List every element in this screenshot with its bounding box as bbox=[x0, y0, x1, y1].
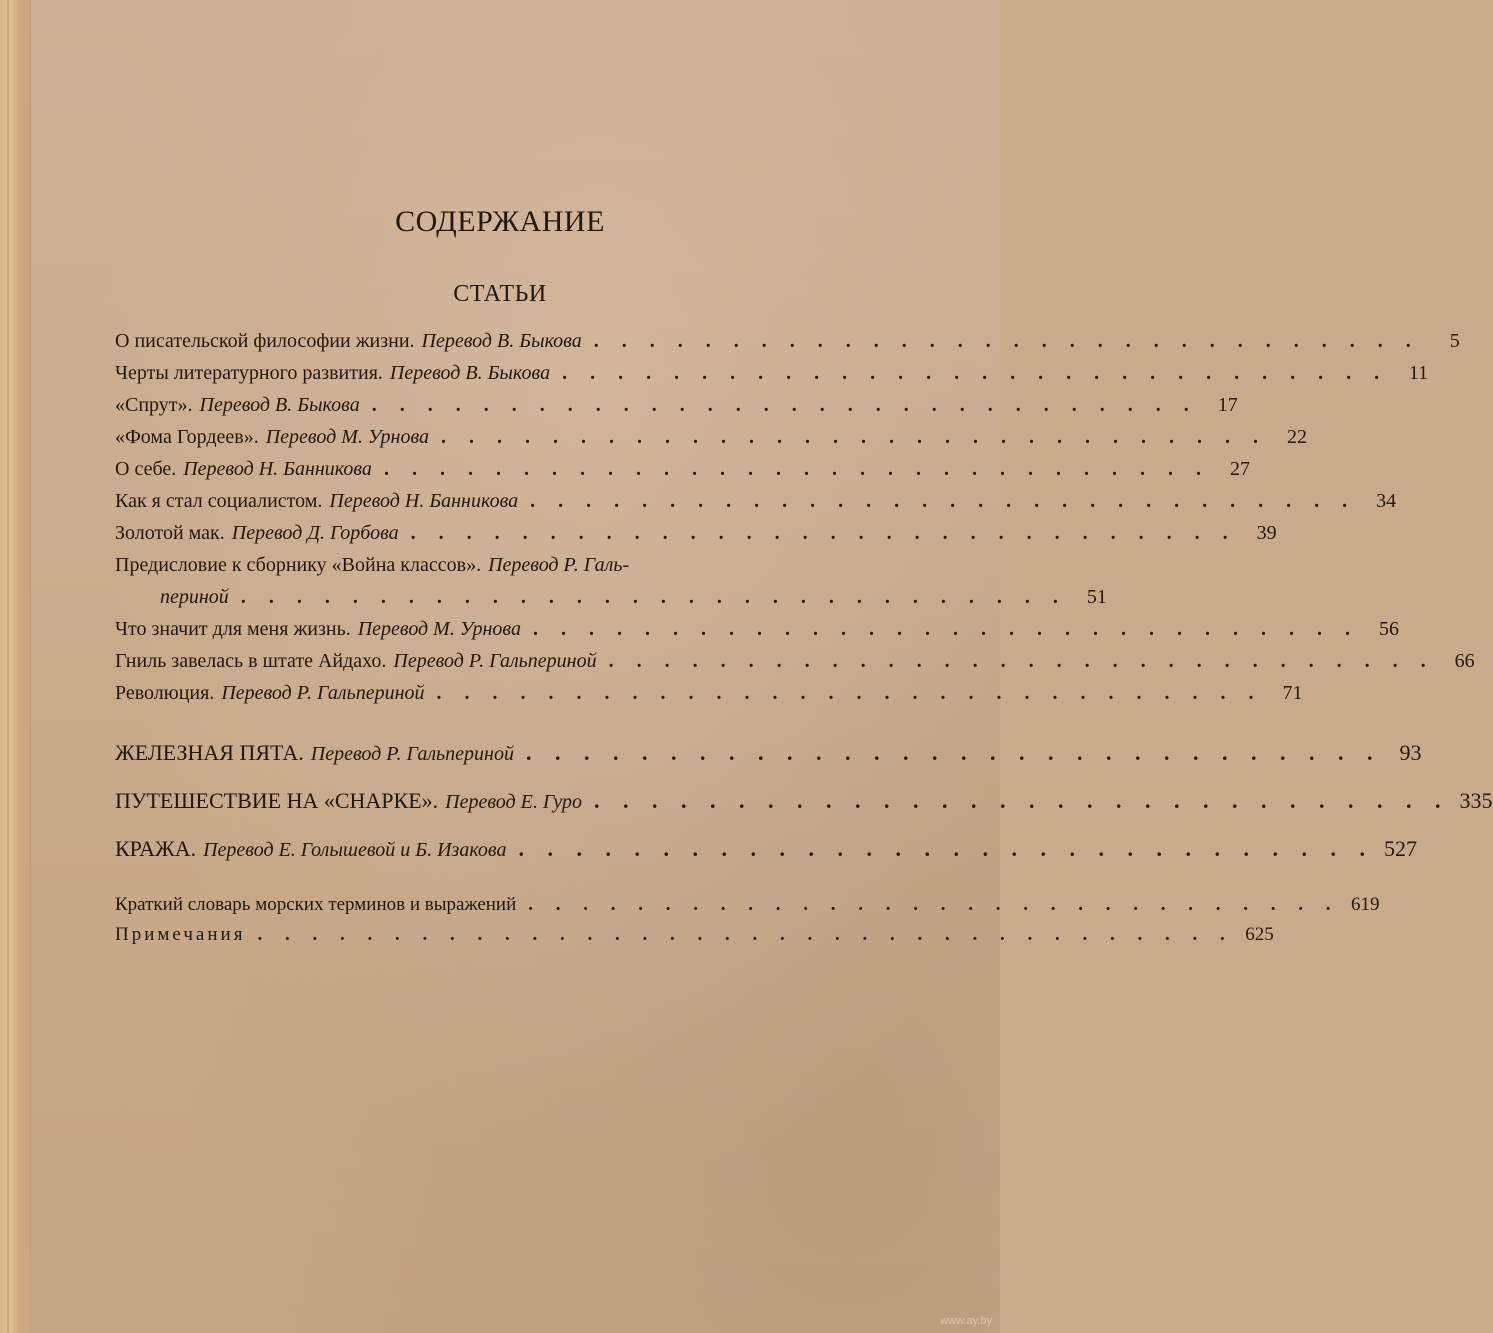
entry-translator: Перевод Р. Гальпериной bbox=[221, 682, 425, 704]
entry-page: 527 bbox=[1383, 836, 1417, 861]
entry-page: 619 bbox=[1351, 894, 1380, 915]
entry-title: О писательской философии жизни. bbox=[115, 330, 415, 352]
toc-entry-work[interactable] bbox=[115, 737, 1422, 769]
entry-page: 93 bbox=[1399, 740, 1422, 765]
entry-translator: Перевод Р. Галь- bbox=[488, 554, 630, 576]
entry-title: Предисловие к сборнику «Война классов». bbox=[115, 554, 482, 576]
entry-translator: Перевод Р. Гальпериной bbox=[393, 650, 597, 672]
entry-title: «Спрут». bbox=[115, 394, 193, 416]
toc-entry[interactable] bbox=[115, 645, 1475, 677]
entry-translator: Перевод В. Быкова bbox=[389, 362, 551, 384]
leader-dots: . . . . . . . . . . . . . . . . . . . . . . . . . . . . . . . . . . . . bbox=[257, 924, 1234, 945]
toc-entry[interactable] bbox=[115, 389, 1238, 421]
entry-translator: Перевод М. Урнова bbox=[265, 426, 429, 448]
toc-entry[interactable] bbox=[115, 549, 896, 581]
toc-articles bbox=[115, 325, 1475, 709]
entry-title: Гниль завелась в штате Айдахо. bbox=[115, 650, 387, 672]
leader-dots: . . . . . . . . . . . . . . . . . . . . . . . . . . . . . . bbox=[532, 618, 1359, 640]
toc-entry[interactable] bbox=[115, 453, 1250, 485]
entry-title: КРАЖА. bbox=[115, 836, 197, 861]
leader-dots: . . . . . . . . . . . . . . . . . . . . . . . . . . . . . . bbox=[240, 586, 1067, 608]
entry-translator: Перевод В. Быкова bbox=[421, 330, 582, 352]
toc-entry[interactable] bbox=[115, 357, 1429, 389]
entry-page: 11 bbox=[1408, 362, 1429, 384]
leader-dots: . . . . . . . . . . . . . . . . . . . . . . . . . . . . . . bbox=[528, 894, 1340, 915]
entry-title: О себе. bbox=[115, 458, 177, 480]
entry-title: «Фома Гордеев». bbox=[115, 426, 259, 448]
entry-page: 51 bbox=[1086, 586, 1107, 608]
toc-entry-work[interactable] bbox=[115, 785, 1493, 817]
toc-entry-continuation[interactable] bbox=[115, 581, 1107, 613]
entry-translator: Перевод Е. Голышевой и Б. Изакова bbox=[203, 839, 507, 861]
entry-translator: Перевод Д. Горбова bbox=[231, 522, 399, 544]
entry-translator: Перевод Е. Гуро bbox=[445, 791, 582, 813]
toc-entry[interactable] bbox=[115, 677, 1303, 709]
leader-dots: . . . . . . . . . . . . . . . . . . . . . . . . . . . . . . bbox=[410, 522, 1237, 544]
entry-page: 71 bbox=[1282, 682, 1303, 704]
section-title-articles: СТАТЬИ bbox=[453, 281, 547, 307]
entry-page: 625 bbox=[1245, 924, 1274, 945]
entry-page: 335 bbox=[1459, 788, 1493, 813]
leader-dots: . . . . . . . . . . . . . . . . . . . . . . . . . . . . . . bbox=[608, 650, 1435, 672]
entry-title: Золотой мак. bbox=[115, 522, 225, 544]
leader-dots: . . . . . . . . . . . . . . . . . . . . . . . . . . . . . . bbox=[383, 458, 1210, 480]
entry-page: 17 bbox=[1217, 394, 1238, 416]
leader-dots: . . . . . . . . . . . . . . . . . . . . . . . . . . . . . . bbox=[594, 788, 1450, 813]
leader-dots: . . . . . . . . . . . . . . . . . . . . . . . . . . . . . . bbox=[518, 836, 1374, 861]
entry-title: ПУТЕШЕСТВИЕ НА «СНАРКЕ». bbox=[115, 788, 439, 813]
watermark: www.ay.by bbox=[940, 1315, 992, 1327]
leader-dots: . . . . . . . . . . . . . . . . . . . . . . . . . . . . . . bbox=[371, 394, 1198, 416]
entry-title: Что значит для меня жизнь. bbox=[115, 618, 351, 640]
entry-page: 66 bbox=[1454, 650, 1475, 672]
entry-title: Как я стал социалистом. bbox=[115, 490, 323, 512]
toc-entry[interactable] bbox=[115, 920, 1274, 950]
entry-page: 22 bbox=[1287, 426, 1307, 448]
entry-title: Революция. bbox=[115, 682, 215, 704]
toc-entry[interactable] bbox=[115, 421, 1307, 453]
toc-entry[interactable] bbox=[115, 613, 1399, 645]
toc-entry[interactable] bbox=[115, 517, 1277, 549]
leader-dots: . . . . . . . . . . . . . . . . . . . . . . . . . . . . . . bbox=[530, 490, 1357, 512]
leader-dots: . . . . . . . . . . . . . . . . . . . . . . . . . . . . . . bbox=[436, 682, 1263, 704]
entry-title: ЖЕЛЕЗНАЯ ПЯТА. bbox=[115, 740, 304, 765]
page-title: СОДЕРЖАНИЕ bbox=[395, 205, 605, 238]
toc-works bbox=[115, 737, 1493, 865]
toc-entry-work[interactable] bbox=[115, 833, 1417, 865]
toc-entry[interactable] bbox=[115, 325, 1460, 357]
entry-page: 56 bbox=[1378, 618, 1399, 640]
leader-dots: . . . . . . . . . . . . . . . . . . . . . . . . . . . . . . bbox=[593, 330, 1420, 352]
entry-title: Черты литературного развития. bbox=[115, 362, 383, 384]
toc-entry[interactable] bbox=[115, 485, 1397, 517]
leader-dots: . . . . . . . . . . . . . . . . . . . . . . . . . . . . . . bbox=[562, 362, 1389, 384]
entry-page: 5 bbox=[1449, 330, 1460, 352]
entry-title: Примечания bbox=[115, 924, 246, 945]
entry-translator: Перевод Н. Банникова bbox=[329, 490, 519, 512]
entry-translator: Перевод Н. Банникова bbox=[183, 458, 372, 480]
leader-dots: . . . . . . . . . . . . . . . . . . . . . . . . . . . . . . bbox=[441, 426, 1267, 448]
leader-dots: . . . . . . . . . . . . . . . . . . . . . . . . . . . . . . bbox=[525, 740, 1382, 765]
entry-translator: Перевод В. Быкова bbox=[199, 394, 360, 416]
toc-entry[interactable] bbox=[115, 890, 1380, 920]
spine-fold bbox=[7, 0, 9, 1333]
entry-page: 39 bbox=[1256, 522, 1277, 544]
entry-page: 34 bbox=[1376, 490, 1397, 512]
entry-title: Краткий словарь морских терминов и выражений bbox=[115, 894, 517, 915]
entry-translator: Перевод М. Урнова bbox=[357, 618, 521, 640]
entry-page: 27 bbox=[1229, 458, 1250, 480]
toc-appendix bbox=[115, 890, 1380, 950]
page-spine bbox=[0, 0, 31, 1333]
entry-translator: Перевод Р. Гальпериной bbox=[310, 743, 514, 765]
entry-translator-continued: периной bbox=[160, 586, 229, 608]
